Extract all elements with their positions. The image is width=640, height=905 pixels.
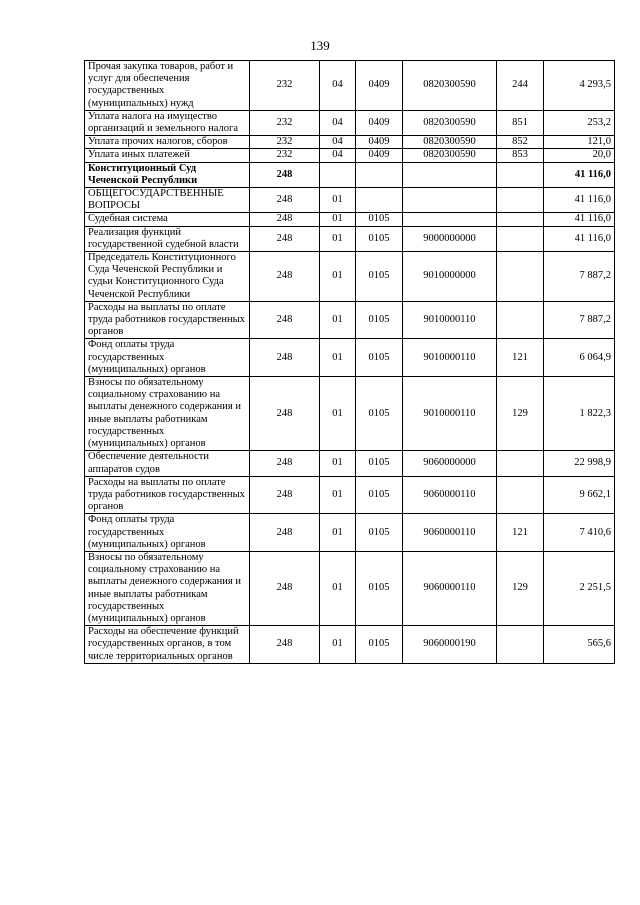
table-row xyxy=(85,301,615,339)
cell-target-article: 9010000000 xyxy=(403,252,497,302)
cell-department-code: 232 xyxy=(250,61,320,111)
cell-section-code: 01 xyxy=(320,377,356,451)
cell-expense-type xyxy=(497,301,544,339)
cell-subsection-code: 0105 xyxy=(356,514,403,552)
cell-department-code: 248 xyxy=(250,339,320,377)
cell-department-code: 232 xyxy=(250,110,320,135)
budget-table xyxy=(84,60,615,664)
cell-subsection-code xyxy=(356,188,403,213)
cell-expense-type xyxy=(497,162,544,187)
cell-name: Прочая закупка товаров, работ и услуг для обеспечения государственных (муниципальных) нужд xyxy=(85,61,250,111)
table-body xyxy=(85,61,615,664)
cell-name: Взносы по обязательному социальному страхованию на выплаты денежного содержания и иные выплаты работникам государственных (муниципальных) органов xyxy=(85,377,250,451)
cell-section-code: 01 xyxy=(320,188,356,213)
cell-amount: 7 887,2 xyxy=(544,252,615,302)
cell-department-code: 248 xyxy=(250,252,320,302)
cell-name: Фонд оплаты труда государственных (муниципальных) органов xyxy=(85,514,250,552)
cell-amount: 565,6 xyxy=(544,626,615,664)
table-row xyxy=(85,252,615,302)
cell-section-code xyxy=(320,162,356,187)
cell-amount: 41 116,0 xyxy=(544,213,615,226)
cell-name: Расходы на выплаты по оплате труда работников государственных органов xyxy=(85,301,250,339)
cell-expense-type xyxy=(497,451,544,476)
cell-department-code: 248 xyxy=(250,213,320,226)
table-row xyxy=(85,626,615,664)
table-row xyxy=(85,213,615,226)
cell-name: Фонд оплаты труда государственных (муниципальных) органов xyxy=(85,339,250,377)
cell-name: Уплата налога на имущество организаций и земельного налога xyxy=(85,110,250,135)
cell-name: Судебная система xyxy=(85,213,250,226)
cell-expense-type xyxy=(497,476,544,514)
table-row xyxy=(85,451,615,476)
cell-subsection-code: 0105 xyxy=(356,377,403,451)
table-row xyxy=(85,339,615,377)
table-row xyxy=(85,136,615,149)
cell-name: Реализация функций государственной судебной власти xyxy=(85,226,250,251)
cell-name: Расходы на обеспечение функций государственных органов, в том числе территориальных органов xyxy=(85,626,250,664)
cell-target-article xyxy=(403,213,497,226)
cell-target-article: 9060000000 xyxy=(403,451,497,476)
cell-name: Обеспечение деятельности аппаратов судов xyxy=(85,451,250,476)
cell-department-code: 232 xyxy=(250,136,320,149)
cell-subsection-code: 0105 xyxy=(356,476,403,514)
cell-target-article: 9010000110 xyxy=(403,301,497,339)
cell-department-code: 248 xyxy=(250,626,320,664)
cell-department-code: 232 xyxy=(250,149,320,162)
cell-amount: 7 887,2 xyxy=(544,301,615,339)
cell-target-article: 0820300590 xyxy=(403,61,497,111)
cell-subsection-code xyxy=(356,162,403,187)
cell-department-code: 248 xyxy=(250,451,320,476)
table-row xyxy=(85,476,615,514)
cell-section-code: 01 xyxy=(320,451,356,476)
cell-section-code: 01 xyxy=(320,213,356,226)
cell-subsection-code: 0105 xyxy=(356,301,403,339)
cell-subsection-code: 0105 xyxy=(356,551,403,625)
cell-section-code: 01 xyxy=(320,301,356,339)
cell-section-code: 01 xyxy=(320,252,356,302)
cell-expense-type: 852 xyxy=(497,136,544,149)
cell-section-code: 01 xyxy=(320,339,356,377)
cell-subsection-code: 0105 xyxy=(356,213,403,226)
cell-name: Уплата прочих налогов, сборов xyxy=(85,136,250,149)
table-row xyxy=(85,514,615,552)
cell-department-code: 248 xyxy=(250,377,320,451)
cell-department-code: 248 xyxy=(250,476,320,514)
cell-target-article: 0820300590 xyxy=(403,136,497,149)
cell-amount: 22 998,9 xyxy=(544,451,615,476)
cell-expense-type xyxy=(497,213,544,226)
page-number: 139 xyxy=(310,38,330,53)
cell-name: Расходы на выплаты по оплате труда работников государственных органов xyxy=(85,476,250,514)
cell-name: Конституционный Суд Чеченской Республики xyxy=(85,162,250,187)
cell-amount: 41 116,0 xyxy=(544,188,615,213)
cell-expense-type xyxy=(497,226,544,251)
cell-amount: 1 822,3 xyxy=(544,377,615,451)
cell-section-code: 04 xyxy=(320,149,356,162)
cell-department-code: 248 xyxy=(250,514,320,552)
cell-department-code: 248 xyxy=(250,301,320,339)
table-row xyxy=(85,551,615,625)
cell-target-article: 9060000110 xyxy=(403,514,497,552)
cell-department-code: 248 xyxy=(250,226,320,251)
cell-expense-type xyxy=(497,252,544,302)
cell-department-code: 248 xyxy=(250,162,320,187)
cell-name: Председатель Конституционного Суда Чеченской Республики и судьи Конституционного Суда Чеченской Республики xyxy=(85,252,250,302)
cell-expense-type: 121 xyxy=(497,514,544,552)
table-row xyxy=(85,226,615,251)
cell-section-code: 01 xyxy=(320,514,356,552)
cell-section-code: 01 xyxy=(320,476,356,514)
cell-target-article xyxy=(403,188,497,213)
cell-section-code: 01 xyxy=(320,226,356,251)
table-row xyxy=(85,162,615,187)
cell-amount: 2 251,5 xyxy=(544,551,615,625)
cell-target-article xyxy=(403,162,497,187)
cell-expense-type: 244 xyxy=(497,61,544,111)
cell-amount: 121,0 xyxy=(544,136,615,149)
cell-department-code: 248 xyxy=(250,188,320,213)
cell-expense-type: 853 xyxy=(497,149,544,162)
cell-subsection-code: 0105 xyxy=(356,626,403,664)
cell-subsection-code: 0409 xyxy=(356,110,403,135)
cell-amount: 41 116,0 xyxy=(544,162,615,187)
cell-amount: 41 116,0 xyxy=(544,226,615,251)
cell-amount: 7 410,6 xyxy=(544,514,615,552)
cell-section-code: 01 xyxy=(320,551,356,625)
cell-section-code: 01 xyxy=(320,626,356,664)
cell-expense-type: 851 xyxy=(497,110,544,135)
cell-subsection-code: 0409 xyxy=(356,136,403,149)
cell-name: Уплата иных платежей xyxy=(85,149,250,162)
table-row xyxy=(85,149,615,162)
cell-amount: 4 293,5 xyxy=(544,61,615,111)
cell-amount: 9 662,1 xyxy=(544,476,615,514)
cell-target-article: 9000000000 xyxy=(403,226,497,251)
cell-section-code: 04 xyxy=(320,110,356,135)
cell-subsection-code: 0409 xyxy=(356,149,403,162)
cell-amount: 253,2 xyxy=(544,110,615,135)
cell-target-article: 9060000190 xyxy=(403,626,497,664)
cell-amount: 6 064,9 xyxy=(544,339,615,377)
cell-amount: 20,0 xyxy=(544,149,615,162)
cell-section-code: 04 xyxy=(320,61,356,111)
cell-department-code: 248 xyxy=(250,551,320,625)
cell-subsection-code: 0409 xyxy=(356,61,403,111)
cell-subsection-code: 0105 xyxy=(356,451,403,476)
cell-target-article: 9060000110 xyxy=(403,551,497,625)
cell-subsection-code: 0105 xyxy=(356,252,403,302)
cell-expense-type: 121 xyxy=(497,339,544,377)
cell-target-article: 0820300590 xyxy=(403,110,497,135)
cell-expense-type xyxy=(497,626,544,664)
cell-expense-type: 129 xyxy=(497,551,544,625)
cell-name: Взносы по обязательному социальному страхованию на выплаты денежного содержания и иные выплаты работникам государственных (муниципальных) органов xyxy=(85,551,250,625)
cell-expense-type: 129 xyxy=(497,377,544,451)
cell-expense-type xyxy=(497,188,544,213)
table-row xyxy=(85,188,615,213)
cell-target-article: 9060000110 xyxy=(403,476,497,514)
cell-target-article: 9010000110 xyxy=(403,339,497,377)
table-row xyxy=(85,110,615,135)
table-row xyxy=(85,377,615,451)
cell-subsection-code: 0105 xyxy=(356,339,403,377)
cell-target-article: 9010000110 xyxy=(403,377,497,451)
table-row xyxy=(85,61,615,111)
cell-name: ОБЩЕГОСУДАРСТВЕННЫЕ ВОПРОСЫ xyxy=(85,188,250,213)
cell-section-code: 04 xyxy=(320,136,356,149)
cell-subsection-code: 0105 xyxy=(356,226,403,251)
cell-target-article: 0820300590 xyxy=(403,149,497,162)
